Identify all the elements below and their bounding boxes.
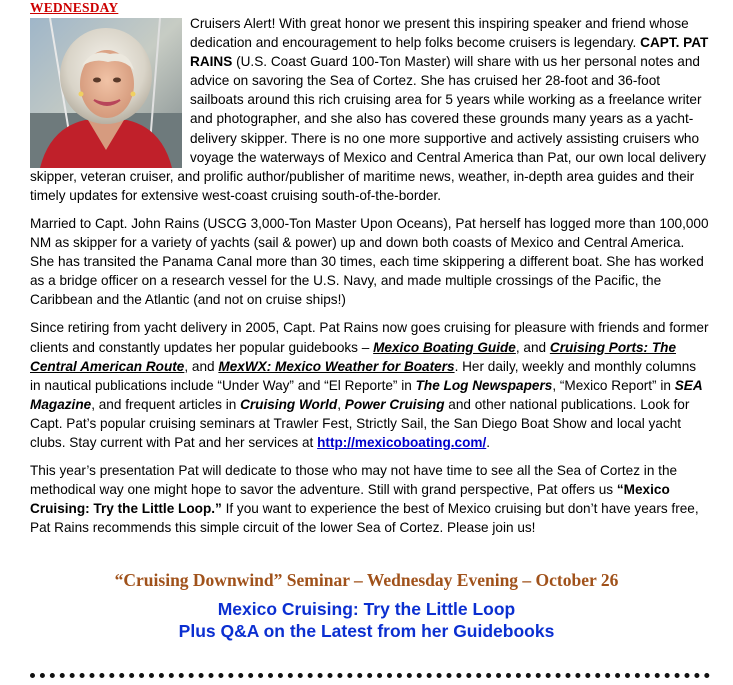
- intro-text: Cruisers Alert! With great honor we present this inspiring speaker and friend whose dedication and encouragement to help folks become cruisers is legendary.: [190, 16, 689, 51]
- paragraph-publications: [30, 318, 710, 452]
- book-title-cruising-ports: Cruising Ports: The Central American Route: [30, 339, 677, 374]
- paragraph-presentation: [30, 461, 710, 537]
- pub-text-2: , and: [515, 339, 550, 355]
- paragraph-intro: [30, 14, 710, 205]
- pub-text-3: , and: [184, 358, 219, 374]
- pub-cruising-world: Cruising World: [240, 396, 338, 412]
- seminar-subtitle-1: Mexico Cruising: Try the Little Loop: [217, 599, 516, 619]
- dotted-divider: [30, 673, 710, 678]
- book-title-mexico-boating-guide: Mexico Boating Guide: [373, 339, 516, 355]
- presentation-text-1: This year’s presentation Pat will dedicate to those who may not have time to see all the Sea of Cortez in the methodical way one might hope to savor the adventure. Still with grand perspective, Pat offers us: [30, 463, 678, 498]
- pub-text-9: .: [486, 434, 491, 450]
- presentation-text-2: If you want to experience the best of Mexico cruising but don’t have years free, Pat Rains recommends this simple circuit of the lower Sea of Cortez. Please join us!: [30, 501, 699, 536]
- presentation-title: “Mexico Cruising: Try the Little Loop.”: [30, 482, 670, 517]
- pub-text-7: ,: [337, 396, 345, 412]
- pub-text-8: and other national publications. Look for Capt. Pat’s popular cruising seminars at Trawler Fest, Strictly Sail, the San Diego Boat Show and local yacht clubs. Stay current with Pat and her services at: [30, 396, 690, 450]
- speaker-name: CAPT. PAT RAINS: [190, 35, 709, 70]
- pub-log-newspapers: The Log Newspapers: [415, 377, 553, 393]
- pub-text-6: , and frequent articles in: [91, 396, 241, 412]
- pub-text-1: Since retiring from yacht delivery in 2005, Capt. Pat Rains now goes cruising for pleasure with friends and former clients and constantly updates her popular guidebooks –: [30, 320, 709, 355]
- seminar-heading: “Cruising Downwind” Seminar – Wednesday Evening – October 26: [114, 570, 619, 590]
- seminar-subtitle-2: Plus Q&A on the Latest from her Guidebooks: [178, 621, 555, 641]
- mexicoboating-link[interactable]: http://mexicoboating.com/: [317, 434, 487, 450]
- pub-text-4: . Her daily, weekly and monthly columns in nautical publications include “Under Way” and “El Reporte” in: [30, 358, 697, 393]
- paragraph-background: Married to Capt. John Rains (USCG 3,000-Ton Master Upon Oceans), Pat herself has logged more than 100,000 NM as skipper for a variety of yachts (sail & power) up and down both coasts of Mexico and Central America. She has transited the Panama Canal more than 30 times, each time skippering a different boat. She has worked as a bridge officer on a research vessel for the U.S. Navy, and made multiple crossings of the Pacific, the Caribbean and the Atlantic (and not on cruise ships!): [30, 215, 709, 308]
- pub-power-cruising: Power Cruising: [344, 396, 445, 412]
- day-heading: WEDNESDAY: [30, 0, 119, 15]
- book-title-mexwx: MexWX: Mexico Weather for Boaters: [218, 358, 455, 374]
- intro-text-2: (U.S. Coast Guard 100-Ton Master) will share with us her personal notes and advice on savoring the Sea of Cortez. She has cruised her 28-foot and 36-foot sailboats around this rich cruising area for 5 years while working as a freelance writer and photographer, and she also has covered these grounds many years as a yacht-delivery skipper. There is no one more supportive and actively assisting cruisers who voyage the waterways of Mexico and Central America than Pat, our own local delivery skipper, veteran cruiser, and prolific author/publisher of maritime news, weather, in-depth area guides and their timely updates for extensive west-coast cruising south-of-the-border.: [30, 54, 707, 203]
- article-body: [30, 14, 710, 546]
- pub-text-5: , “Mexico Report” in: [552, 377, 675, 393]
- pub-sea-magazine: SEA Magazine: [30, 377, 703, 412]
